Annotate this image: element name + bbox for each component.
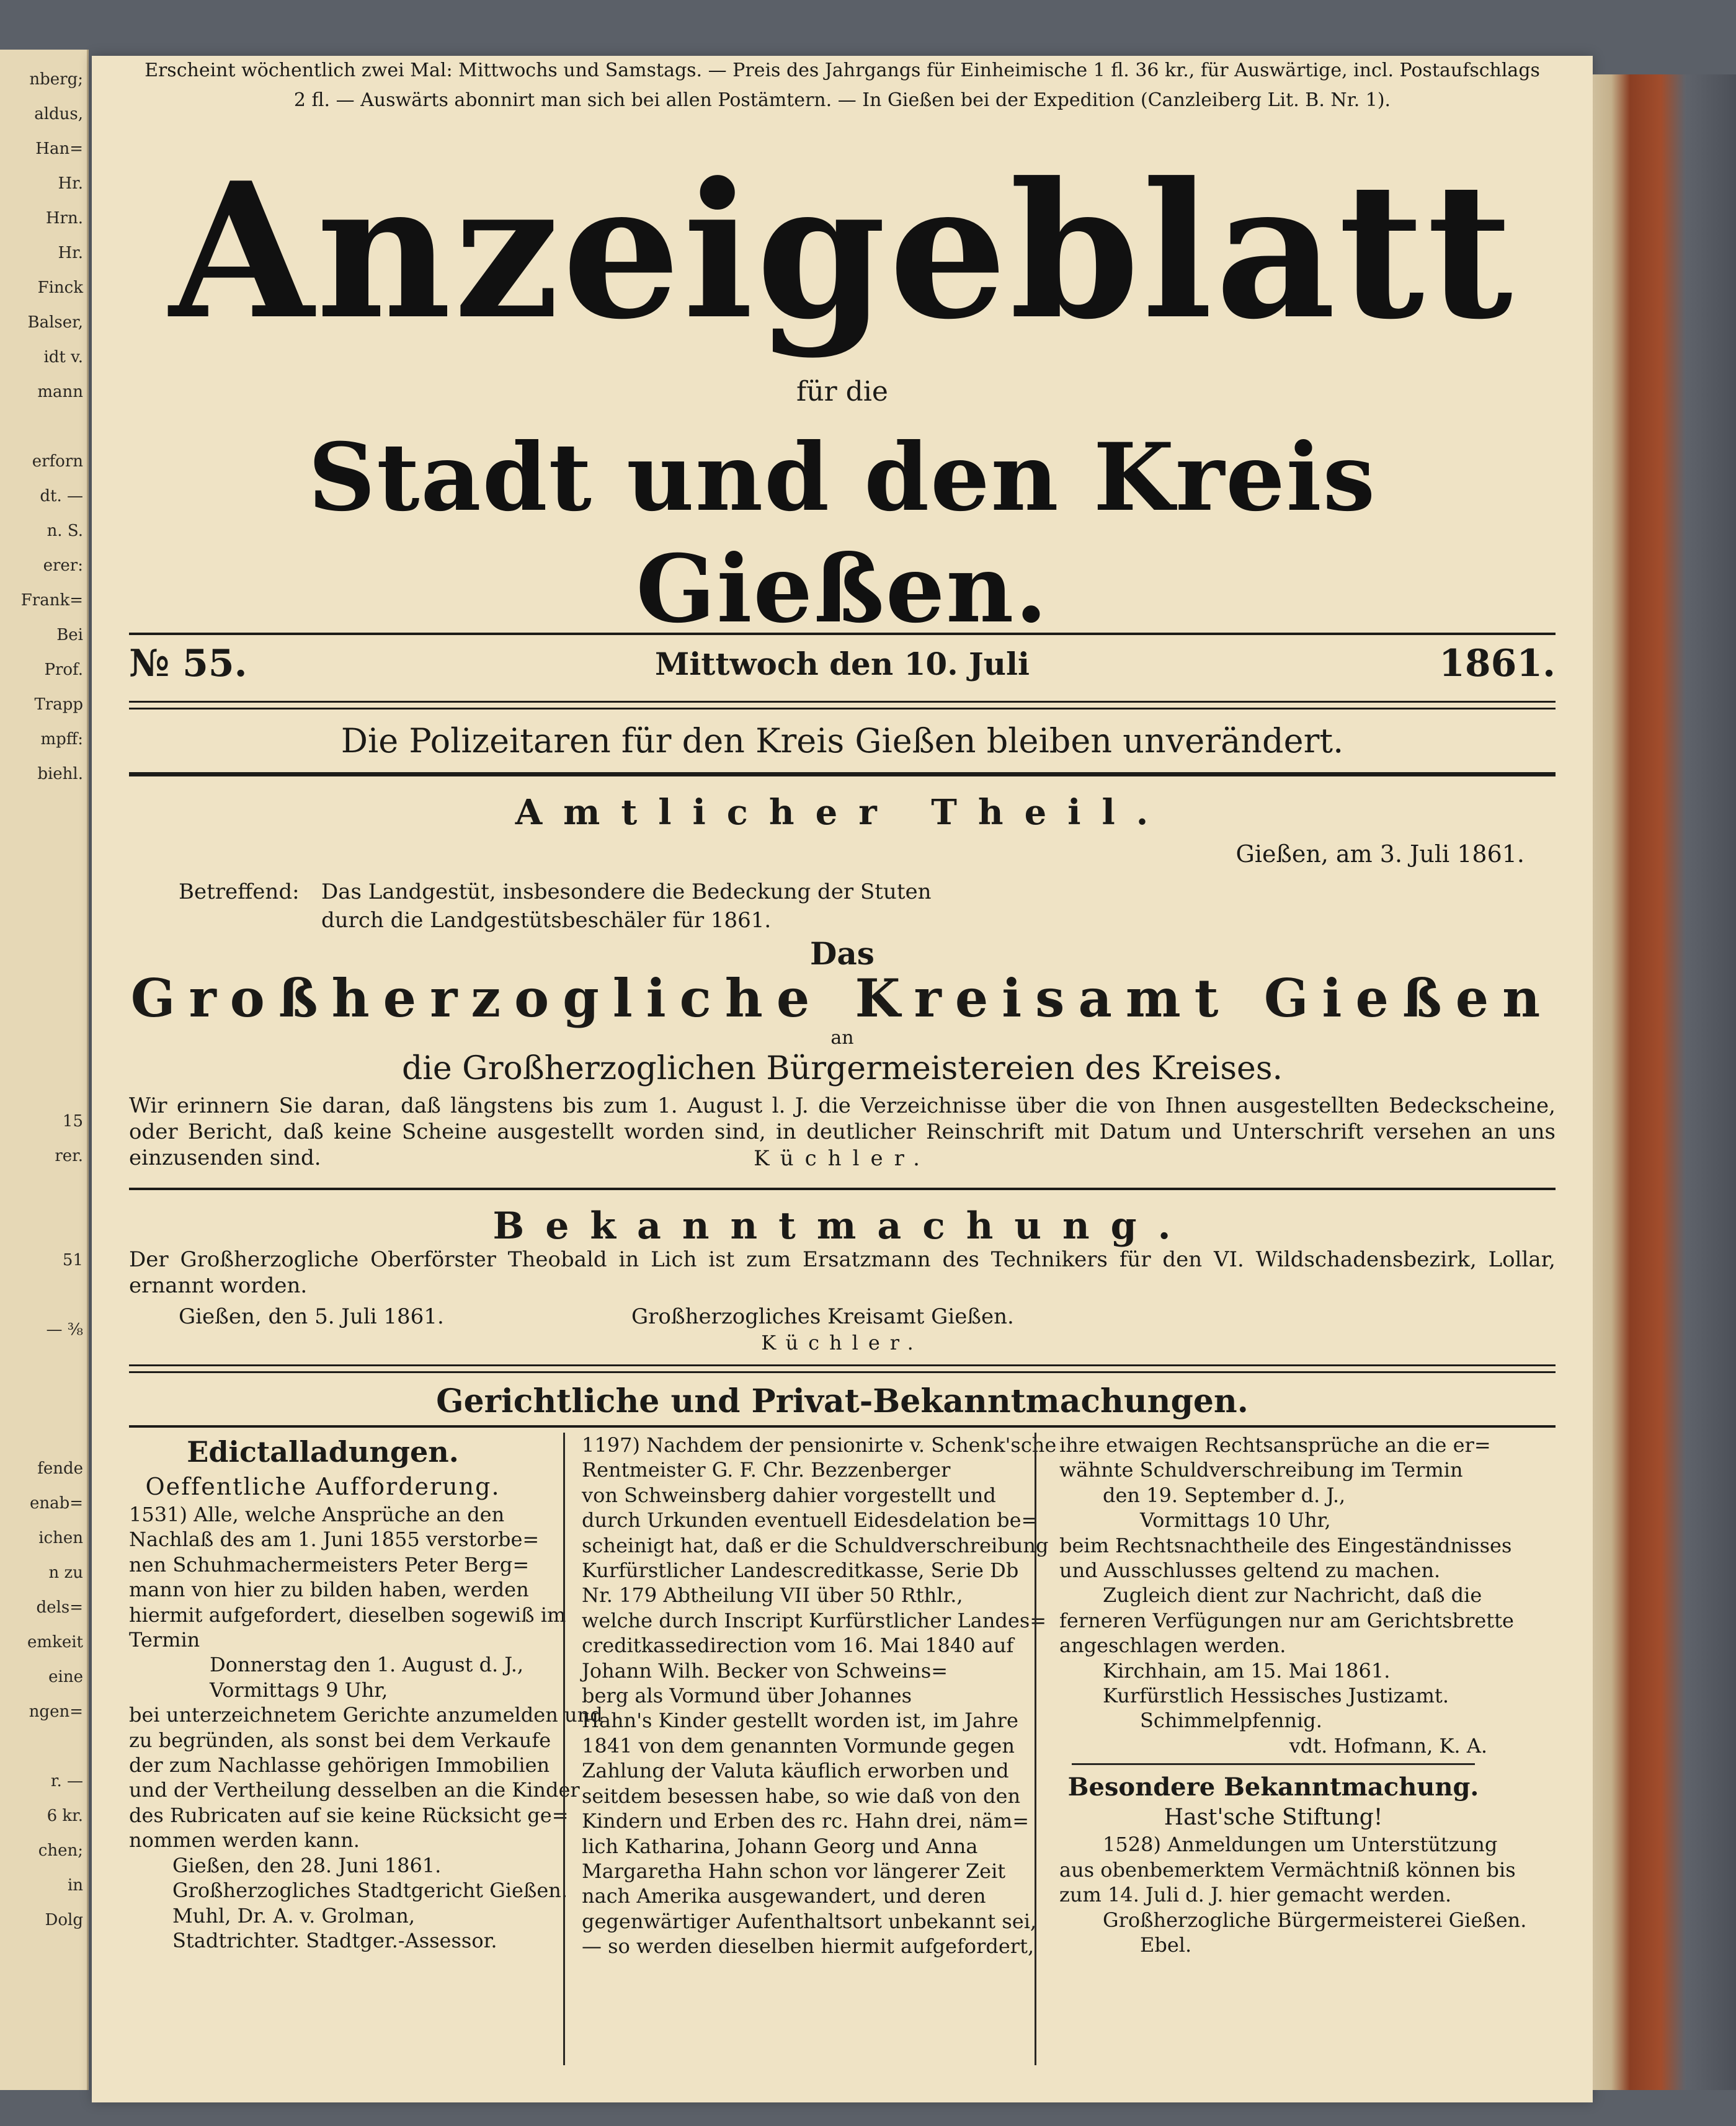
text-line: lich Katharina, Johann Georg und Anna [582, 1834, 978, 1858]
left-page-edge [0, 50, 89, 2090]
notice-text [1059, 1832, 1527, 1957]
left-page-fragment: ngen= [29, 1702, 83, 1721]
text-line: Rentmeister G. F. Chr. Bezzenberger [582, 1458, 951, 1482]
left-page-fragment: Finck [37, 278, 83, 297]
issue-date: Mittwoch den 10. Juli [654, 646, 1030, 682]
left-page-fragment: erer: [43, 556, 83, 575]
text-line: Johann Wilh. Becker von Schweins= [582, 1658, 948, 1683]
text-line: Gießen, den 28. Juni 1861. [172, 1853, 442, 1877]
left-page-fragment [2, 965, 83, 1000]
subject-text [321, 878, 1097, 935]
text-line: aus obenbemerktem Vermächtniß können bis [1059, 1857, 1516, 1882]
left-page-fragment [2, 1729, 83, 1764]
text-line: nach Amerika ausgewandert, und deren [582, 1884, 986, 1908]
left-page-fragment [2, 861, 83, 896]
text-line: scheinigt hat, daß er die Schuldverschreibung [582, 1533, 1049, 1557]
text-line: beim Rechtsnachtheile des Eingeständnisses [1059, 1533, 1512, 1557]
text-line: der zum Nachlasse gehörigen Immobilien [129, 1753, 550, 1777]
text-line: und der Vertheilung desselben an die Kinder [129, 1778, 580, 1802]
text-line: Margaretha Hahn schon vor längerer Zeit [582, 1859, 1006, 1883]
official-section-heading: Amtlicher Theil. [515, 792, 1170, 833]
text-line: nommen werden kann. [129, 1828, 360, 1852]
publication-info [92, 56, 1593, 115]
left-page-fragment [2, 1000, 83, 1034]
left-page-fragment [2, 1208, 83, 1243]
divider [129, 772, 1556, 776]
masthead-subtitle: Stadt und den Kreis Gießen. [308, 423, 1377, 644]
text-line: Großherzogliches Stadtgericht Gießen. [172, 1879, 568, 1903]
left-page-fragment [2, 1069, 83, 1104]
text-line: Vormittags 9 Uhr, [210, 1678, 388, 1702]
official-subject [179, 878, 1109, 935]
text-line: bei unterzeichnetem Gerichte anzumelden und [129, 1703, 603, 1727]
text-line: mann von hier zu bilden haben, werden [129, 1578, 529, 1602]
left-page-fragment [2, 826, 83, 861]
left-page-fragment: 15 [62, 1112, 83, 1131]
divider [129, 633, 1556, 635]
text-line: Zahlung der Valuta käuflich erworben und [582, 1759, 1009, 1783]
text-line: vdt. Hofmann, K. A. [1289, 1733, 1487, 1758]
masthead-title: Anzeigeblatt [169, 141, 1515, 360]
text-line: des Rubricaten auf sie keine Rücksicht ge= [129, 1803, 569, 1827]
text-line: ihre etwaigen Rechtsansprüche an die er= [1059, 1433, 1491, 1457]
left-page-fragment [2, 1278, 83, 1312]
text-line: Kurfürstlich Hessisches Justizamt. [1103, 1684, 1449, 1708]
bekanntmachung-place-date: Gießen, den 5. Juli 1861. [179, 1304, 444, 1329]
text-line: den 19. September d. J., [1103, 1483, 1346, 1507]
official-recipients: die Großherzoglichen Bürgermeistereien des Kreises. [401, 1050, 1283, 1087]
subject-line: durch die Landgestütsbeschäler für 1861. [321, 908, 772, 933]
text-line: Nr. 179 Abtheilung VII über 50 Rthlr., [582, 1583, 963, 1608]
left-page-fragment: biehl. [37, 765, 83, 783]
left-page-fragment [2, 1347, 83, 1382]
left-page-fragment: in [67, 1876, 83, 1895]
text-line: Schimmelpfennig. [1140, 1709, 1322, 1733]
left-page-fragment: Dolg [45, 1911, 83, 1929]
left-page-fragment: mpff: [40, 730, 83, 749]
left-page-fragment: aldus, [34, 105, 83, 123]
text-line: Nachlaß des am 1. Juni 1855 verstorbe= [129, 1528, 540, 1552]
column-divider [1035, 1433, 1036, 2065]
left-page-fragment: Balser, [27, 313, 83, 332]
left-page-fragment: Bei [56, 626, 83, 644]
left-page-fragment [2, 1173, 83, 1208]
text-line: Stadtrichter. Stadtger.-Assessor. [172, 1928, 497, 1952]
column-2-text [582, 1433, 1057, 1959]
column-3 [1059, 1433, 1527, 2078]
text-line: zu begründen, als sonst bei dem Verkaufe [129, 1728, 551, 1752]
book-binding [1593, 74, 1736, 2090]
issue-bar [129, 642, 1556, 692]
column-divider [563, 1433, 565, 2065]
text-line: angeschlagen werden. [1059, 1634, 1286, 1658]
bekanntmachung-authority: Großherzogliches Kreisamt Gießen. [631, 1304, 1014, 1329]
left-page-fragment: ichen [38, 1529, 83, 1547]
divider [129, 701, 1556, 709]
text-line: seitdem besessen habe, so wie daß von den [582, 1784, 1021, 1808]
left-page-fragment: chen; [38, 1841, 83, 1860]
left-page-fragment: dels= [36, 1598, 83, 1617]
text-line: 1531) Alle, welche Ansprüche an den [129, 1503, 505, 1526]
text-line: von Schweinsberg dahier vorgestellt und [582, 1483, 996, 1507]
text-line: Kirchhain, am 15. Mai 1861. [1103, 1658, 1391, 1683]
left-page-fragment: — ⅜ [46, 1320, 83, 1339]
court-section-heading: Gerichtliche und Privat-Bekanntmachungen. [436, 1382, 1249, 1420]
left-page-fragment: Hrn. [45, 209, 83, 228]
official-place-date: Gießen, am 3. Juli 1861. [1235, 840, 1525, 868]
subject-label: Betreffend: [179, 879, 300, 904]
left-page-fragment: r. — [50, 1772, 83, 1790]
column-divider-rule [1072, 1763, 1475, 1765]
text-line: und Ausschlusses geltend zu machen. [1059, 1559, 1441, 1583]
divider [129, 1425, 1556, 1428]
text-line: 1528) Anmeldungen um Unterstützung [1103, 1833, 1498, 1857]
official-authority: Großherzogliche Kreisamt Gießen [130, 967, 1554, 1029]
text-line: 1197) Nachdem der pensionirte v. Schenk'sche [582, 1433, 1057, 1457]
left-page-fragment: Prof. [44, 660, 83, 679]
masthead-fuer-die: für die [796, 376, 888, 407]
left-page-fragment: dt. — [40, 487, 83, 505]
edictal-subheading: Oeffentliche Aufforderung. [145, 1473, 501, 1500]
text-line: nen Schuhmachermeisters Peter Berg= [129, 1552, 530, 1577]
subject-line: Das Landgestüt, insbesondere die Bedeckung der Stuten [321, 879, 932, 904]
text-line: zum 14. Juli d. J. hier gemacht werden. [1059, 1883, 1452, 1907]
left-page-fragment: n zu [48, 1563, 83, 1582]
left-page-fragment: 6 kr. [47, 1807, 83, 1825]
text-line: Kindern und Erben des rc. Hahn drei, näm= [582, 1809, 1030, 1833]
left-page-fragment [2, 896, 83, 930]
left-page-fragment [2, 1034, 83, 1069]
publication-info-line: 2 fl. — Auswärts abonnirt man sich bei allen Postämtern. — In Gießen bei der Expedition (Canzleiberg Lit. B. Nr. 1). [293, 89, 1391, 111]
left-page-fragment: mann [37, 383, 83, 401]
text-line: Hahn's Kinder gestellt worden ist, im Jahre [582, 1709, 1018, 1733]
divider [129, 1188, 1556, 1190]
divider [129, 1364, 1556, 1373]
left-page-fragment: rer. [55, 1147, 83, 1165]
left-page-fragment [2, 1417, 83, 1451]
publication-info-line: Erscheint wöchentlich zwei Mal: Mittwochs und Samstags. — Preis des Jahrgangs für Einheimische 1 fl. 36 kr., für Auswärtige, incl. Postaufschlags [145, 60, 1540, 81]
issue-year: 1861. [1439, 642, 1556, 685]
left-page-fragment: Trapp [34, 695, 83, 714]
left-page-fragment: Frank= [20, 591, 83, 610]
left-page-fragment: fende [37, 1459, 83, 1478]
bekanntmachung-heading: Bekanntmachung. [492, 1204, 1192, 1248]
issue-number: № 55. [129, 642, 247, 685]
left-page-fragment [2, 409, 83, 444]
left-page-fragment: erforn [32, 452, 83, 471]
text-line: — so werden dieselben hiermit aufgefordert, [582, 1934, 1035, 1959]
left-page-fragment [2, 1382, 83, 1417]
left-page-fragment: emkeit [27, 1633, 83, 1652]
text-line: Termin [129, 1628, 200, 1652]
left-page-fragment: Han= [35, 140, 83, 158]
column-3-text [1059, 1433, 1514, 1758]
edictal-heading: Edictalladungen. [187, 1435, 459, 1469]
left-page-fragment: Hr. [58, 244, 83, 262]
text-line: Vormittags 10 Uhr, [1140, 1508, 1331, 1532]
left-page-fragment: idt v. [43, 348, 83, 367]
text-line: Muhl, Dr. A. v. Grolman, [172, 1903, 415, 1928]
text-line: Ebel. [1140, 1933, 1192, 1957]
text-line: berg als Vormund über Johannes [582, 1684, 912, 1708]
column-2 [582, 1433, 1057, 2078]
text-line: Großherzogliche Bürgermeisterei Gießen. [1103, 1908, 1527, 1932]
text-line: Donnerstag den 1. August d. J., [210, 1653, 524, 1677]
notice-subheading: Hast'sche Stiftung! [1164, 1805, 1383, 1831]
left-page-fragment: eine [48, 1668, 83, 1686]
text-line: hiermit aufgefordert, dieselben sogewiß im [129, 1603, 566, 1627]
official-body: Wir erinnern Sie daran, daß längstens bis zum 1. August l. J. die Verzeichnisse über die von Ihnen ausgestellten Bedeckscheine, oder Bericht, daß keine Scheine ausgestellt worden sind, in deutlicher Reinschrift mit Datum und Unterschrift versehen an uns einzusenden sind. [129, 1093, 1556, 1170]
official-an: an [830, 1027, 854, 1049]
bekanntmachung-body: Der Großherzogliche Oberförster Theobald in Lich ist zum Ersatzmann des Technikers für den VI. Wildschadensbezirk, Lollar, ernannt worden. [129, 1247, 1556, 1298]
left-page-fragment: n. S. [47, 522, 83, 540]
left-page-fragment: 51 [62, 1251, 83, 1270]
column-1-text [129, 1502, 603, 1953]
left-page-fragment: Hr. [58, 174, 83, 193]
newspaper-page [92, 56, 1593, 2102]
text-line: ferneren Verfügungen nur am Gerichtsbrette [1059, 1608, 1514, 1632]
text-line: gegenwärtiger Aufenthaltsort unbekannt sei, [582, 1909, 1037, 1933]
left-page-fragment [2, 791, 83, 826]
text-line: creditkassedirection vom 16. Mai 1840 auf [582, 1634, 1014, 1658]
text-line: 1841 von dem genannten Vormunde gegen [582, 1733, 1015, 1758]
official-das: Das [810, 935, 875, 972]
text-line: wähnte Schuldverschreibung im Termin [1059, 1458, 1463, 1482]
column-1 [129, 1433, 603, 2078]
official-signature: Küchler. [754, 1146, 931, 1171]
text-line: welche durch Inscript Kurfürstlicher Landes= [582, 1608, 1047, 1632]
text-line: Kurfürstlicher Landescreditkasse, Serie Db [582, 1559, 1019, 1583]
police-notice: Die Polizeitaren für den Kreis Gießen bleiben unverändert. [341, 721, 1344, 760]
left-page-text [2, 62, 83, 1937]
bekanntmachung-signature: Küchler. [761, 1331, 924, 1354]
left-page-fragment: nberg; [29, 70, 83, 89]
text-line: Zugleich dient zur Nachricht, daß die [1103, 1583, 1482, 1608]
left-page-fragment: enab= [29, 1494, 83, 1513]
left-page-fragment [2, 930, 83, 965]
text-line: durch Urkunden eventuell Eidesdelation be= [582, 1508, 1038, 1532]
notice-heading: Besondere Bekanntmachung. [1067, 1772, 1479, 1802]
